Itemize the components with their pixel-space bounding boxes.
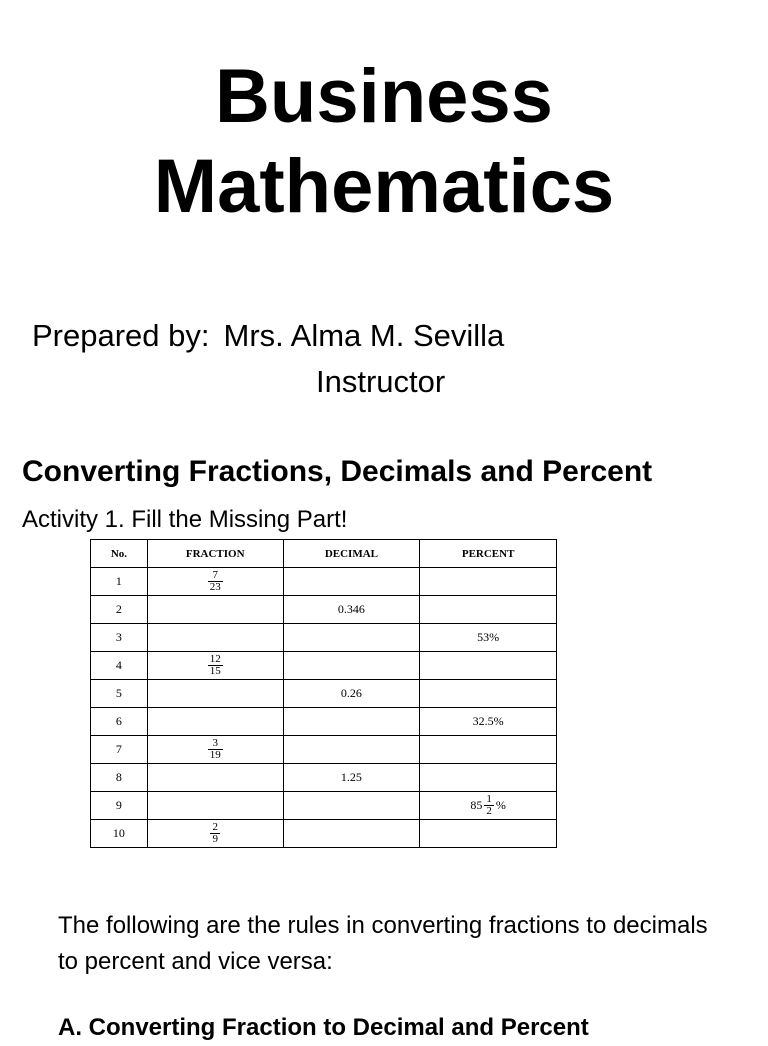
cell-percent: 53% <box>420 624 557 652</box>
header-fraction: FRACTION <box>147 540 283 568</box>
cell-no: 5 <box>91 680 148 708</box>
table-row <box>91 680 557 708</box>
cell-no: 4 <box>91 652 148 680</box>
cell-fraction <box>147 680 283 708</box>
fraction-value <box>208 738 223 761</box>
header-percent: PERCENT <box>420 540 557 568</box>
table-row <box>91 568 557 596</box>
cell-no: 3 <box>91 624 148 652</box>
fraction-numerator: 7 <box>212 569 218 581</box>
cell-decimal: 0.346 <box>283 596 420 624</box>
cell-no: 10 <box>91 820 148 848</box>
header-no: No. <box>91 540 148 568</box>
cell-fraction <box>147 708 283 736</box>
percent-whole: 85 <box>470 798 483 812</box>
table-row <box>91 624 557 652</box>
cell-fraction <box>147 568 283 596</box>
prepared-label: Prepared by: <box>32 318 210 353</box>
cell-decimal: 1.25 <box>283 764 420 792</box>
prepared-role: Instructor <box>316 364 446 399</box>
table-row <box>91 708 557 736</box>
rules-intro: The following are the rules in converting fractions to decimals to percent and vice versa: <box>58 912 708 975</box>
fraction-value <box>210 822 220 845</box>
percent-numerator: 1 <box>486 793 492 805</box>
fraction-denominator: 19 <box>209 749 221 761</box>
table-row <box>91 820 557 848</box>
cell-decimal <box>283 708 420 736</box>
cell-percent: 32.5% <box>420 708 557 736</box>
percent-denominator: 2 <box>486 805 492 817</box>
cell-decimal <box>283 820 420 848</box>
fraction-denominator: 9 <box>212 833 218 845</box>
percent-fraction <box>484 794 494 817</box>
prepared-by <box>32 316 504 356</box>
cell-no: 6 <box>91 708 148 736</box>
cell-percent <box>420 736 557 764</box>
fraction-numerator: 12 <box>209 653 221 665</box>
fraction-value <box>208 654 223 677</box>
worksheet-table <box>90 539 557 848</box>
section-heading: Converting Fractions, Decimals and Percent <box>22 455 653 488</box>
prepared-name: Mrs. Alma M. Sevilla <box>223 318 505 353</box>
cell-percent <box>420 820 557 848</box>
cell-percent <box>420 652 557 680</box>
next-heading: A. Converting Fraction to Decimal and Percent <box>58 1014 589 1041</box>
cell-percent <box>420 596 557 624</box>
header-decimal: DECIMAL <box>283 540 420 568</box>
table-row <box>91 764 557 792</box>
table-row <box>91 652 557 680</box>
fraction-value <box>208 570 223 593</box>
cell-no: 8 <box>91 764 148 792</box>
cell-decimal <box>283 624 420 652</box>
cell-fraction <box>147 764 283 792</box>
title-line-1: Business <box>215 54 553 139</box>
cell-percent <box>420 792 557 820</box>
table-row <box>91 736 557 764</box>
cell-fraction <box>147 596 283 624</box>
percent-sign: % <box>495 798 506 812</box>
cell-percent <box>420 568 557 596</box>
fraction-numerator: 2 <box>212 821 218 833</box>
cell-decimal <box>283 736 420 764</box>
table-header-row <box>91 540 557 568</box>
fraction-denominator: 15 <box>209 665 221 677</box>
cell-fraction <box>147 652 283 680</box>
cell-no: 2 <box>91 596 148 624</box>
title-line-2: Mathematics <box>153 144 615 229</box>
cell-no: 9 <box>91 792 148 820</box>
table-row <box>91 596 557 624</box>
cell-percent <box>420 680 557 708</box>
cell-no: 7 <box>91 736 148 764</box>
mixed-percent <box>470 794 506 817</box>
activity-title: Activity 1. Fill the Missing Part! <box>22 506 348 533</box>
cell-percent <box>420 764 557 792</box>
document-title <box>0 52 768 232</box>
fraction-denominator: 23 <box>209 581 221 593</box>
cell-fraction <box>147 792 283 820</box>
cell-decimal <box>283 792 420 820</box>
cell-no: 1 <box>91 568 148 596</box>
cell-fraction <box>147 624 283 652</box>
cell-fraction <box>147 736 283 764</box>
fraction-numerator: 3 <box>212 737 218 749</box>
cell-decimal: 0.26 <box>283 680 420 708</box>
cell-decimal <box>283 652 420 680</box>
cell-fraction <box>147 820 283 848</box>
table-row <box>91 792 557 820</box>
cell-decimal <box>283 568 420 596</box>
